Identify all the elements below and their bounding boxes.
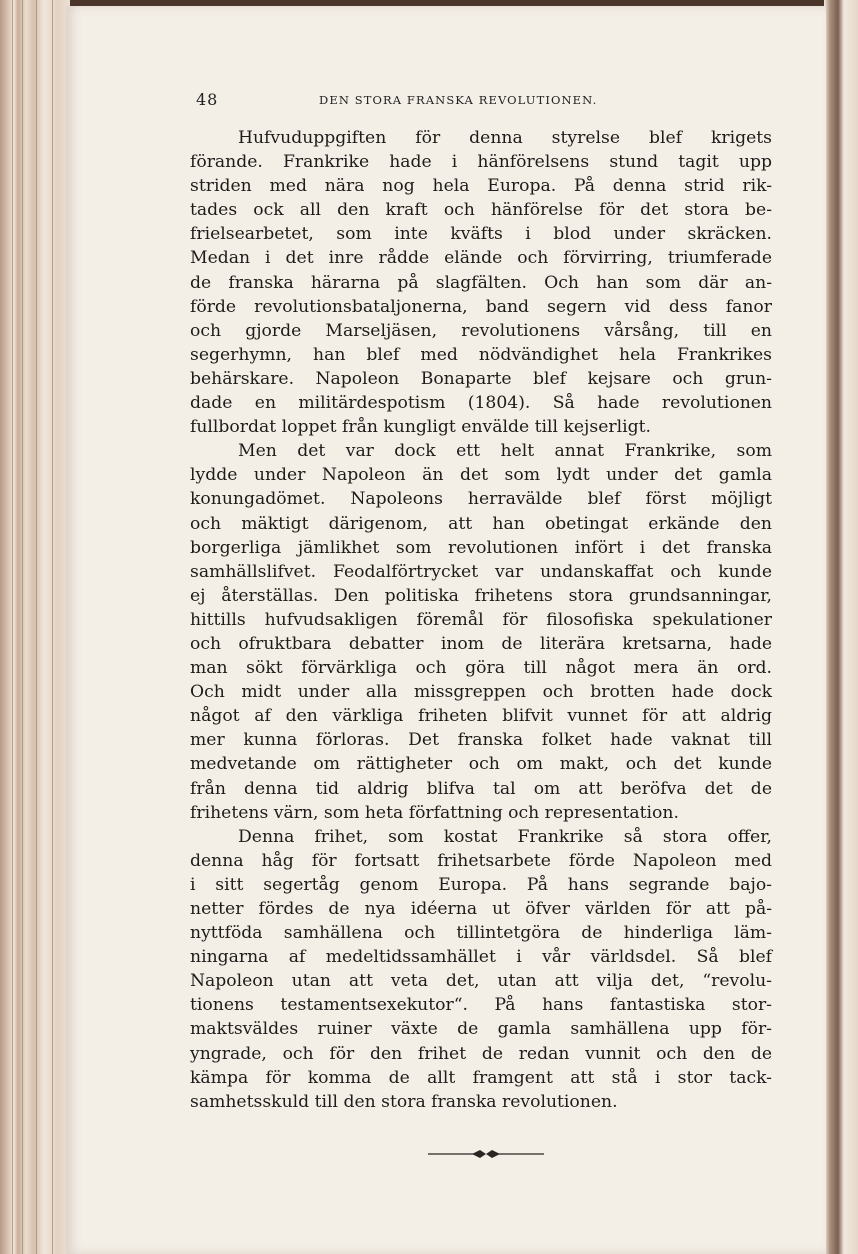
text-line: och mäktigt därigenom, att han obetingat erkände den: [190, 513, 772, 534]
book-fore-edge: [824, 0, 858, 1254]
book-gutter: [0, 0, 70, 1254]
page-number: 48: [196, 90, 219, 109]
text-line: samhetsskuld till den stora franska revolutionen.: [190, 1091, 618, 1112]
text-line: förde revolutionsbataljonerna, band segern vid dess fanor: [190, 296, 772, 317]
text-line: hittills hufvudsakligen föremål för filosofiska spekulationer: [190, 609, 772, 630]
tail-ornament-icon: [428, 1144, 544, 1164]
text-line: behärskare. Napoleon Bonaparte blef kejsare och grun-: [190, 368, 772, 389]
text-line: striden med nära nog hela Europa. På denna strid rik-: [190, 176, 772, 197]
text-line: tades ock all den kraft och hänförelse för det stora be-: [190, 200, 772, 221]
text-line: nyttföda samhällena och tillintetgöra de hinderliga läm-: [190, 923, 772, 944]
text-line: mer kunna förloras. Det franska folket hade vaknat till: [190, 730, 772, 751]
text-line: Och midt under alla missgreppen och brotten hade dock: [190, 682, 772, 703]
page-header: [196, 88, 776, 112]
text-line: konungadömet. Napoleons herravälde blef först möjligt: [190, 489, 772, 510]
text-line: frielsearbetet, som inte kväfts i blod under skräcken.: [190, 224, 772, 245]
text-line: tionens testamentsexekutor“. På hans fantastiska stor-: [190, 995, 772, 1016]
text-line: segerhymn, han blef med nödvändighet hela Frankrikes: [190, 344, 772, 365]
text-line: kämpa för komma de allt framgent att stå i stor tack-: [190, 1067, 772, 1088]
text-line: fullbordat loppet från kungligt envälde till kejserligt.: [190, 417, 651, 438]
text-line: Medan i det inre rådde elände och förvirring, triumferade: [190, 248, 772, 269]
text-line: ningarna af medeltidssamhället i vår världsdel. Så blef: [190, 947, 772, 968]
text-line: yngrade, och för den frihet de redan vunnit och den de: [190, 1043, 772, 1064]
text-line: Napoleon utan att veta det, utan att vilja det, “revolu-: [190, 971, 772, 992]
text-line: Men det var dock ett helt annat Frankrike, som: [238, 441, 772, 462]
text-line: i sitt segertåg genom Europa. På hans segrande bajo-: [190, 874, 772, 895]
text-line: samhällslifvet. Feodalförtrycket var undanskaffat och kunde: [190, 561, 772, 582]
text-line: maktsväldes ruiner växte de gamla samhällena upp för-: [190, 1019, 772, 1040]
text-line: de franska härarna på slagfälten. Och han som där an-: [190, 272, 772, 293]
text-line: och ofruktbara debatter inom de literära kretsarna, hade: [190, 633, 772, 654]
body-text: [190, 126, 772, 1114]
text-line: något af den värkliga friheten blifvit vunnet för att aldrig: [190, 706, 772, 727]
text-line: förande. Frankrike hade i hänförelsens stund tagit upp: [190, 152, 772, 173]
text-line: frihetens värn, som heta författning och representation.: [190, 802, 679, 823]
text-line: dade en militärdespotism (1804). Så hade revolutionen: [190, 393, 772, 414]
text-line: och gjorde Marseljäsen, revolutionens vårsång, till en: [190, 320, 772, 341]
text-line: medvetande om rättigheter och om makt, och det kunde: [190, 754, 772, 775]
text-line: man sökt förvärkliga och göra till något mera än ord.: [190, 658, 772, 679]
text-line: netter fördes de nya idéerna ut öfver världen för att på-: [190, 899, 772, 919]
text-line: från denna tid aldrig blifva tal om att beröfva det de: [190, 778, 772, 799]
text-line: Hufvuduppgiften för denna styrelse blef krigets: [238, 128, 772, 148]
text-line: borgerliga jämlikhet som revolutionen infört i det franska: [190, 537, 772, 558]
text-line: ej återställas. Den politiska frihetens stora grundsanningar,: [190, 585, 772, 606]
text-line: lydde under Napoleon än det som lydt under det gamla: [190, 465, 772, 486]
text-line: denna håg för fortsatt frihetsarbete förde Napoleon med: [190, 850, 772, 871]
text-line: Denna frihet, som kostat Frankrike så stora offer,: [238, 826, 772, 847]
running-title: DEN STORA FRANSKA REVOLUTIONEN.: [319, 93, 598, 107]
